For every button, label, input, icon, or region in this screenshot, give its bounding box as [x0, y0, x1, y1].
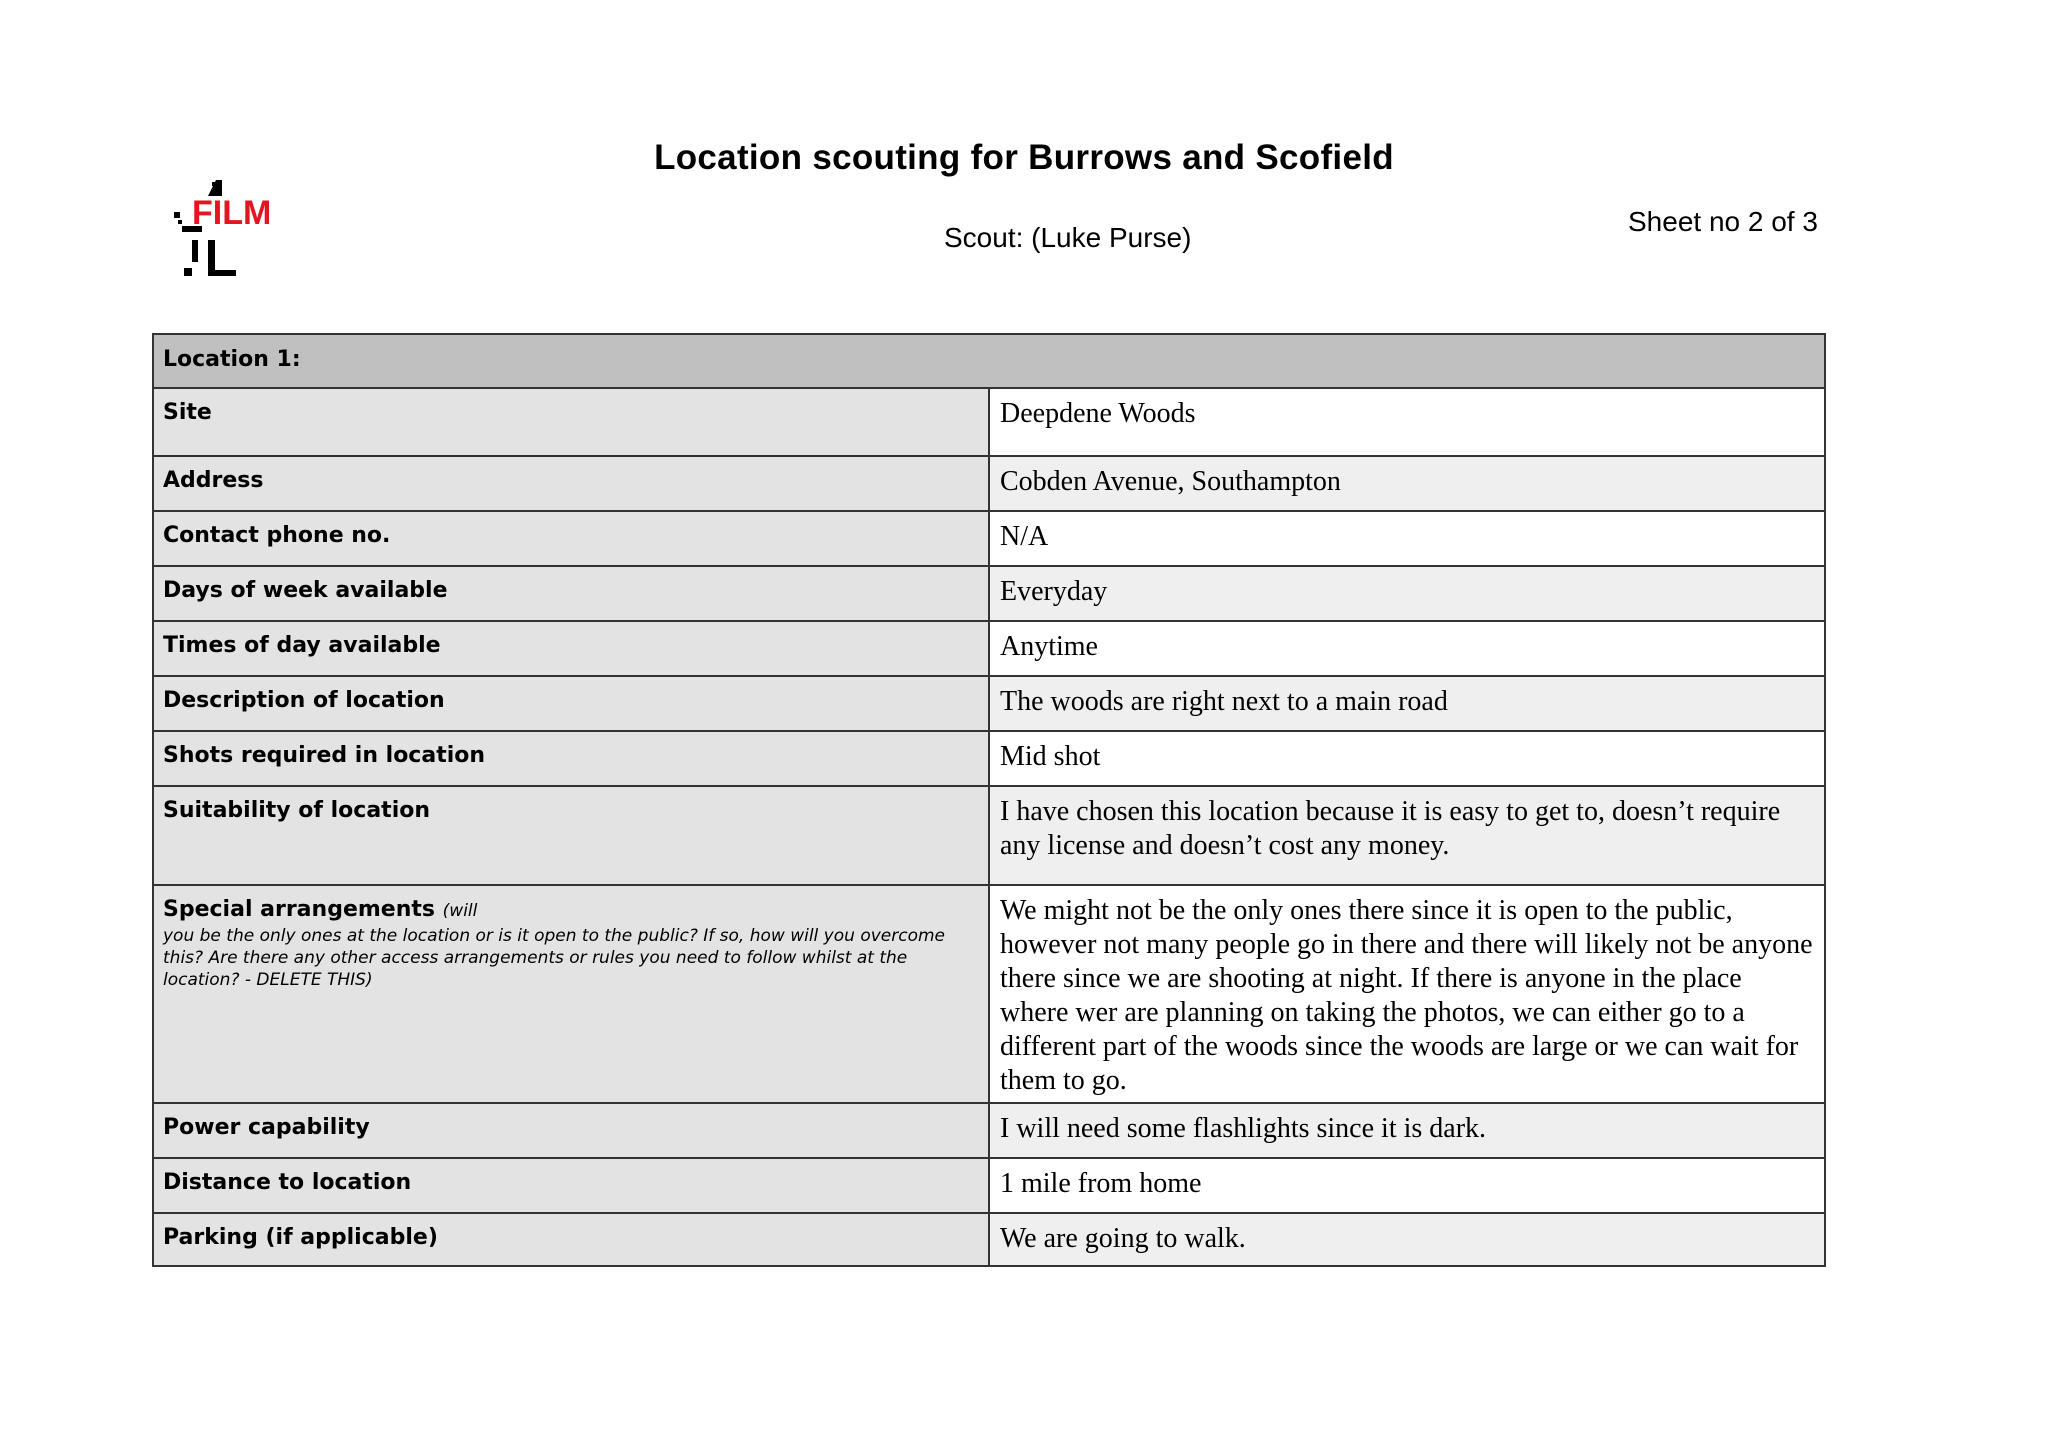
row-label-special — [153, 885, 989, 1103]
row-value-suitability: I have chosen this location because it is easy to get to, doesn’t require any license and doesn’t cost any money. — [989, 786, 1825, 885]
row-value-description: The woods are right next to a main road — [989, 676, 1825, 731]
page-title: Location scouting for Burrows and Scofield — [654, 138, 1394, 177]
row-value-special: We might not be the only ones there since it is open to the public, however not many people go in there and there will likely not be anyone there since we are shooting at night. If there is anyone in the place where wer are planning on taking the photos, we can either go to a different part of the woods since the woods are large or we can wait for them to go. — [989, 885, 1825, 1103]
row-label-shots: Shots required in location — [153, 731, 989, 786]
row-value-power: I will need some flashlights since it is dark. — [989, 1103, 1825, 1158]
row-label-suitability: Suitability of location — [153, 786, 989, 885]
table-row — [153, 1213, 1825, 1266]
table-row — [153, 676, 1825, 731]
sheet-number: Sheet no 2 of 3 — [1628, 206, 1818, 237]
table-row — [153, 1158, 1825, 1213]
special-arrangements-note-a: (will — [442, 901, 478, 921]
row-value-contact: N/A — [989, 511, 1825, 566]
film4-logo-icon — [172, 178, 284, 282]
row-label-address: Address — [153, 456, 989, 511]
table-row — [153, 885, 1825, 1103]
table-row — [153, 1103, 1825, 1158]
row-label-parking: Parking (if applicable) — [153, 1213, 989, 1266]
row-label-power: Power capability — [153, 1103, 989, 1158]
table-row — [153, 511, 1825, 566]
scout-name: Scout: (Luke Purse) — [944, 222, 1192, 253]
row-label-times: Times of day available — [153, 621, 989, 676]
table-row — [153, 731, 1825, 786]
row-label-site: Site — [153, 388, 989, 456]
table-row — [153, 786, 1825, 885]
special-arrangements-note-b: you be the only ones at the location or is it open to the public? If so, how will you overcome this? Are there any other access arrangements or rules you need to follow whilst at the location? - DELETE THIS) — [163, 926, 945, 990]
row-label-distance: Distance to location — [153, 1158, 989, 1213]
logo-text: FILM — [192, 194, 272, 232]
film-logo — [172, 178, 284, 282]
table-row — [153, 621, 1825, 676]
row-value-site: Deepdene Woods — [989, 388, 1825, 456]
table-row — [153, 388, 1825, 456]
row-value-parking: We are going to walk. — [989, 1213, 1825, 1266]
row-value-shots: Mid shot — [989, 731, 1825, 786]
row-value-distance: 1 mile from home — [989, 1158, 1825, 1213]
location-table — [152, 333, 1826, 1267]
location-header: Location 1: — [153, 334, 1825, 388]
row-label-contact: Contact phone no. — [153, 511, 989, 566]
row-label-description: Description of location — [153, 676, 989, 731]
table-row — [153, 566, 1825, 621]
row-label-days: Days of week available — [153, 566, 989, 621]
row-value-address: Cobden Avenue, Southampton — [989, 456, 1825, 511]
special-arrangements-title: Special arrangements — [163, 897, 435, 922]
table-header-row — [153, 334, 1825, 388]
row-value-days: Everyday — [989, 566, 1825, 621]
row-value-times: Anytime — [989, 621, 1825, 676]
table-row — [153, 456, 1825, 511]
